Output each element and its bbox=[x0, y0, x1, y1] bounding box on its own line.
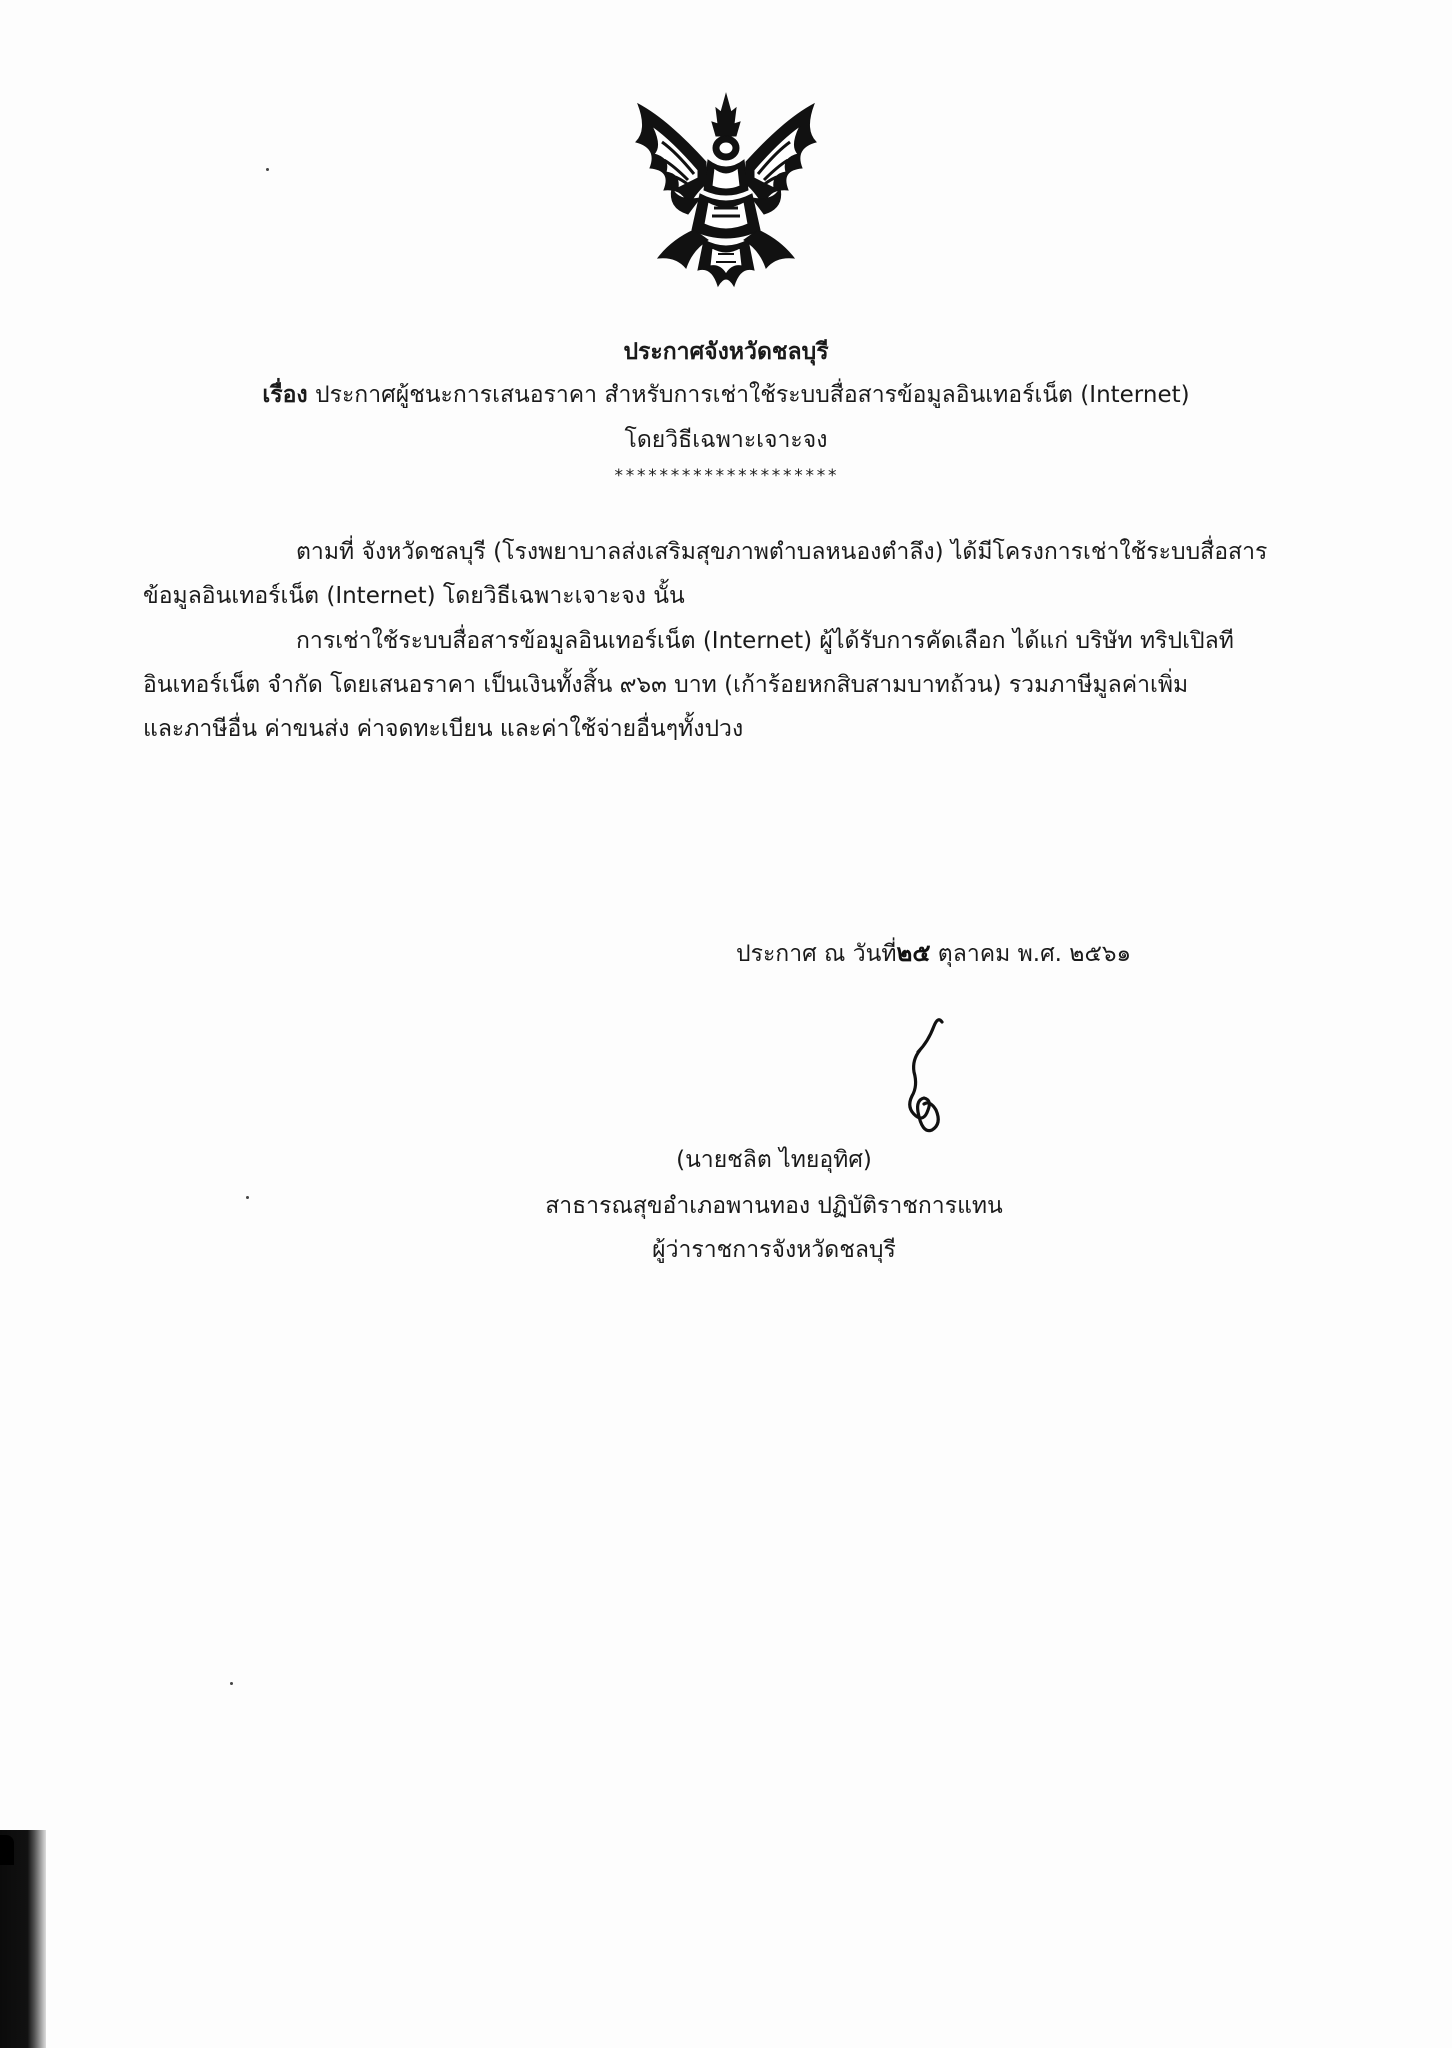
date-prefix: ประกาศ ณ วันที่ bbox=[736, 941, 897, 967]
announcement-title: ประกาศจังหวัดชลบุรี bbox=[623, 339, 829, 365]
garuda-emblem-icon bbox=[628, 90, 824, 296]
subject-text: ประกาศผู้ชนะการเสนอราคา สำหรับการเช่าใช้ระบบสื่อสารข้อมูลอินเทอร์เน็ต (Internet) bbox=[314, 382, 1190, 408]
signatory-name: (นายชลิต ไทยอุทิศ) bbox=[676, 1147, 872, 1173]
paragraph-2-line-2: อินเทอร์เน็ต จำกัด โดยเสนอราคา เป็นเงินทั้งสิ้น ๙๖๓ บาท (เก้าร้อยหกสิบสามบาทถ้วน) รวมภาษีมูลค่าเพิ่ม bbox=[143, 672, 1189, 698]
paragraph-2-line-1: การเช่าใช้ระบบสื่อสารข้อมูลอินเทอร์เน็ต (Internet) ผู้ได้รับการคัดเลือก ได้แก่ บริษัท ทริปเปิลที bbox=[296, 628, 1234, 654]
paragraph-1-line-1: ตามที่ จังหวัดชลบุรี (โรงพยาบาลส่งเสริมสุขภาพตำบลหนองตำลึง) ได้มีโครงการเช่าใช้ระบบสื่อสาร bbox=[296, 539, 1268, 565]
signatory-position: สาธารณสุขอำเภอพานทอง ปฏิบัติราชการแทน bbox=[545, 1193, 1003, 1219]
date-suffix: ตุลาคม พ.ศ. ๒๕๖๑ bbox=[930, 941, 1132, 967]
subject-line bbox=[0, 379, 1452, 411]
scan-speck bbox=[266, 168, 269, 171]
paragraph-1-line-2: ข้อมูลอินเทอร์เน็ต (Internet) โดยวิธีเฉพาะเจาะจง นั้น bbox=[143, 583, 685, 609]
procurement-method: โดยวิธีเฉพาะเจาะจง bbox=[624, 427, 828, 453]
handwritten-signature-icon bbox=[898, 1012, 954, 1142]
scan-speck bbox=[230, 1682, 233, 1685]
date-day: ๒๕ bbox=[896, 939, 931, 967]
subject-label: เรื่อง bbox=[262, 382, 308, 408]
separator-line: ******************** bbox=[613, 466, 839, 486]
scan-edge-tip bbox=[0, 1835, 14, 1865]
paragraph-2-line-3: และภาษีอื่น ค่าขนส่ง ค่าจดทะเบียน และค่าใช้จ่ายอื่นๆทั้งปวง bbox=[143, 716, 744, 742]
signatory-governor: ผู้ว่าราชการจังหวัดชลบุรี bbox=[652, 1237, 896, 1263]
announcement-date bbox=[736, 937, 1131, 970]
scan-speck bbox=[246, 1196, 249, 1199]
